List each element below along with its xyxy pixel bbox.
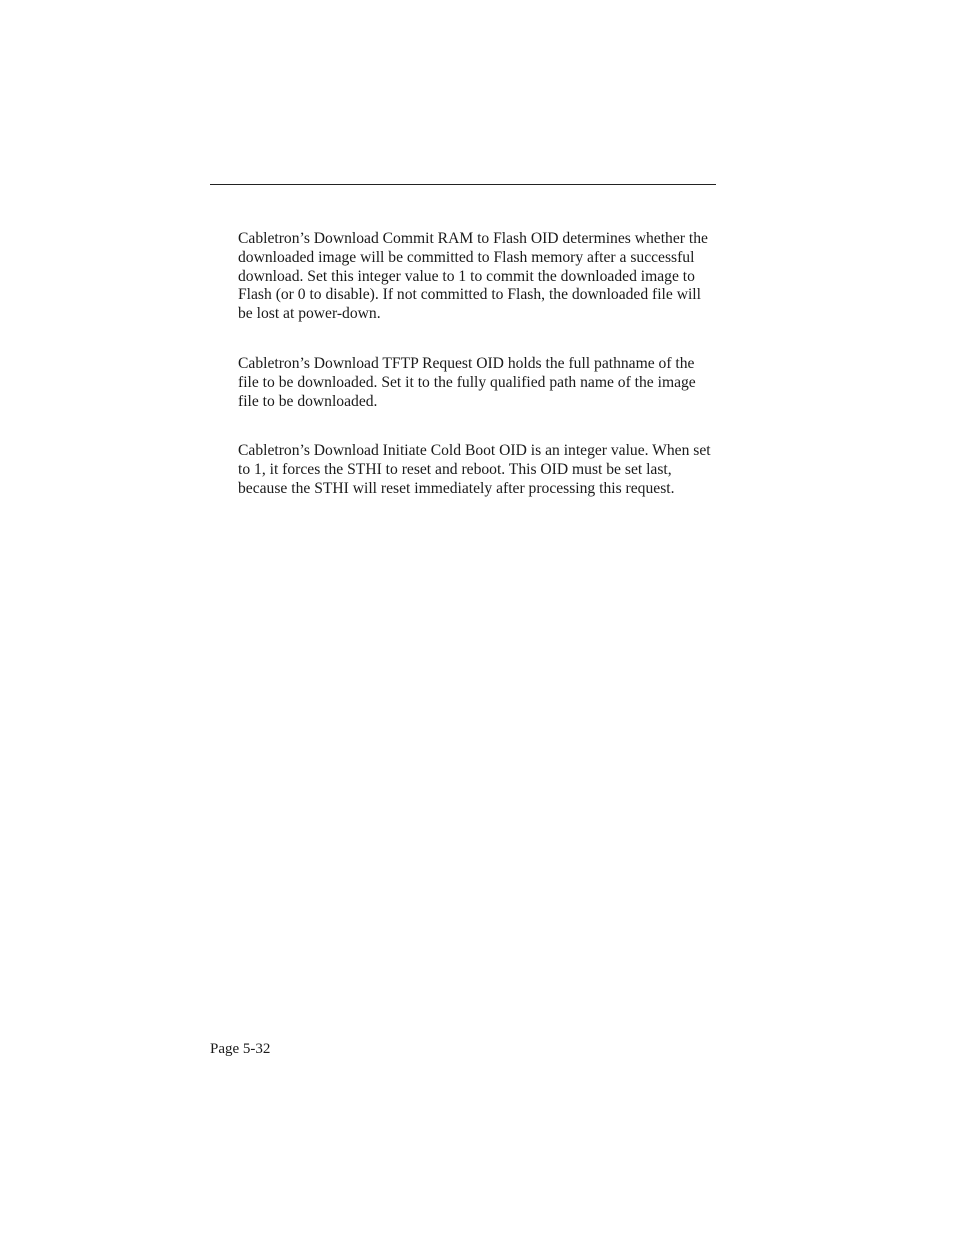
page-number: Page 5-32 — [210, 1041, 271, 1057]
paragraph-initiate-cold-boot: Cabletron’s Download Initiate Cold Boot OID is an integer value. When set to 1, it forces the STHI to reset and reboot. This OID must be set last, because the STHI will reset immediately after processing this request. — [238, 442, 711, 497]
paragraph-tftp-request: Cabletron’s Download TFTP Request OID holds the full pathname of the file to be downloaded. Set it to the fully qualified path name of the image file to be downloaded. — [238, 355, 696, 410]
paragraph-commit-ram-to-flash: Cabletron’s Download Commit RAM to Flash OID determines whether the downloaded image will be committed to Flash memory after a successful download. Set this integer value to 1 to commit the downloaded image to Flash (or 0 to disable). If not committed to Flash, the downloaded file will be lost at power-down. — [238, 230, 708, 323]
header-rule — [210, 184, 716, 185]
